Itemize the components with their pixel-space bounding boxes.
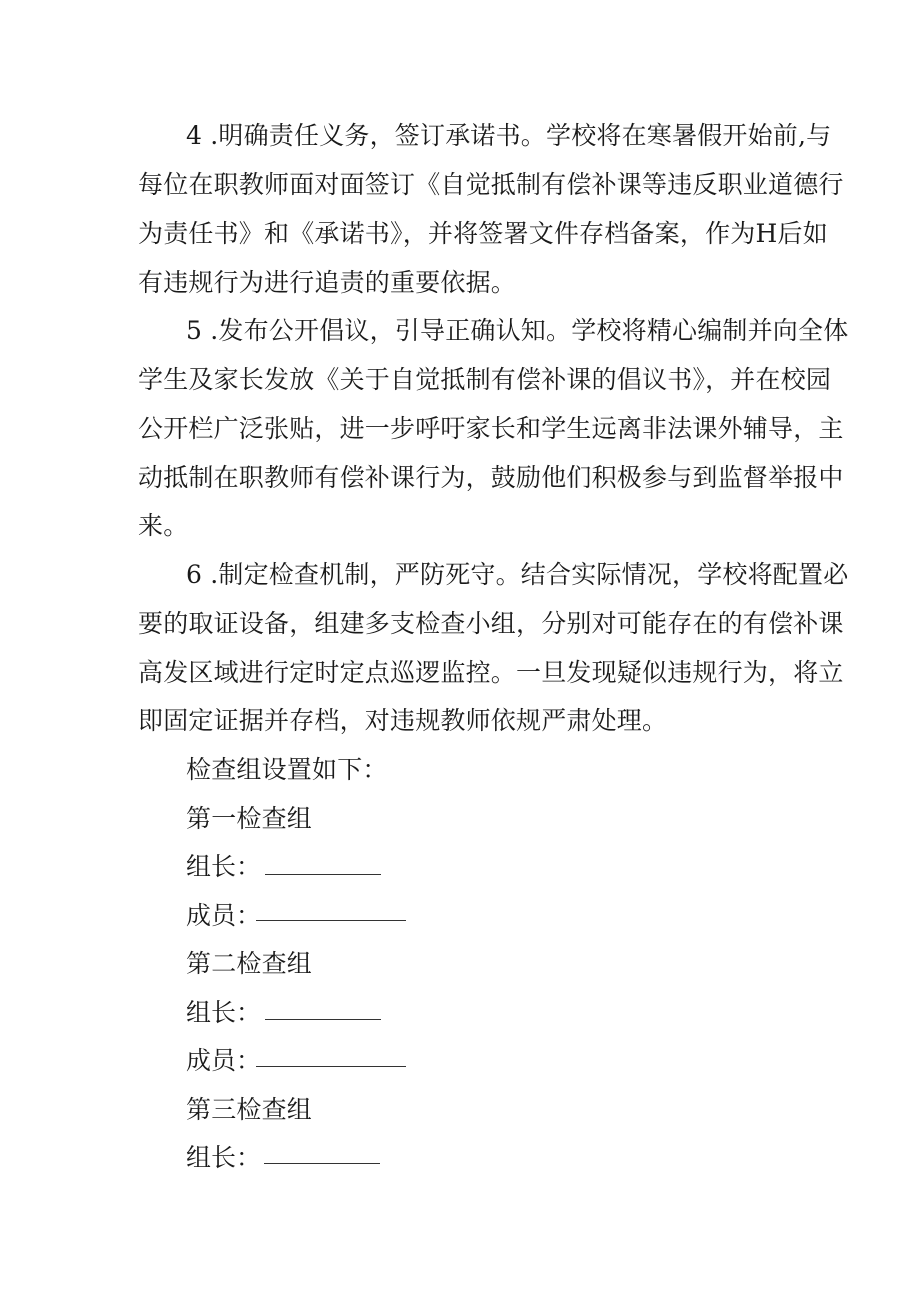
paragraph-5-line-5: 来。 — [138, 511, 189, 540]
paragraph-5-line-4: 动抵制在职教师有偿补课行为，鼓励他们积极参与到监督举报中 — [138, 463, 844, 492]
paragraph-4-line-1: 4 .明确责任义务，签订承诺书。学校将在寒暑假开始前,与 — [186, 121, 832, 150]
paragraph-6-line-2: 要的取证设备，组建多支检查小组，分别对可能存在的有偿补课 — [138, 609, 844, 638]
group-2-leader-blank — [265, 1019, 381, 1020]
paragraph-5-line-1: 5 .发布公开倡议，引导正确认知。学校将精心编制并向全体 — [186, 316, 849, 345]
paragraph-5-line-2: 学生及家长发放《关于自觉抵制有偿补课的倡议书》，并在校园 — [138, 365, 832, 394]
group-1-title: 第一检查组 — [186, 804, 313, 833]
paragraph-4-line-3: 为责任书》和《承诺书》，并将签署文件存档备案，作为H后如 — [138, 219, 828, 248]
group-1-leader-label: 组长： — [186, 852, 262, 881]
group-2-member-label: 成员： — [186, 1046, 262, 1075]
paragraph-4-line-4: 有违规行为进行追责的重要依据。 — [138, 268, 517, 297]
group-1-member-blank — [256, 920, 406, 921]
paragraph-6-line-3: 高发区域进行定时定点巡逻监控。一旦发现疑似违规行为，将立 — [138, 658, 844, 687]
group-2-leader-label: 组长： — [186, 998, 262, 1027]
group-3-title: 第三检查组 — [186, 1095, 313, 1124]
group-2-title: 第二检查组 — [186, 949, 313, 978]
paragraph-5-line-3: 公开栏广泛张贴，进一步呼吁家长和学生远离非法课外辅导，主 — [138, 414, 844, 443]
paragraph-4-line-2: 每位在职教师面对面签订《自觉抵制有偿补课等违反职业道德行 — [138, 170, 844, 199]
paragraph-6-line-1: 6 .制定检查机制，严防死守。结合实际情况，学校将配置必 — [186, 560, 849, 589]
group-3-leader-blank — [264, 1163, 380, 1164]
group-1-leader-blank — [265, 874, 381, 875]
group-2-member-blank — [256, 1066, 406, 1067]
group-3-leader-label: 组长： — [186, 1143, 262, 1172]
group-1-member-label: 成员： — [186, 901, 262, 930]
paragraph-6-line-4: 即固定证据并存档，对违规教师依规严肃处理。 — [138, 706, 668, 735]
groups-intro: 检查组设置如下： — [186, 755, 388, 784]
